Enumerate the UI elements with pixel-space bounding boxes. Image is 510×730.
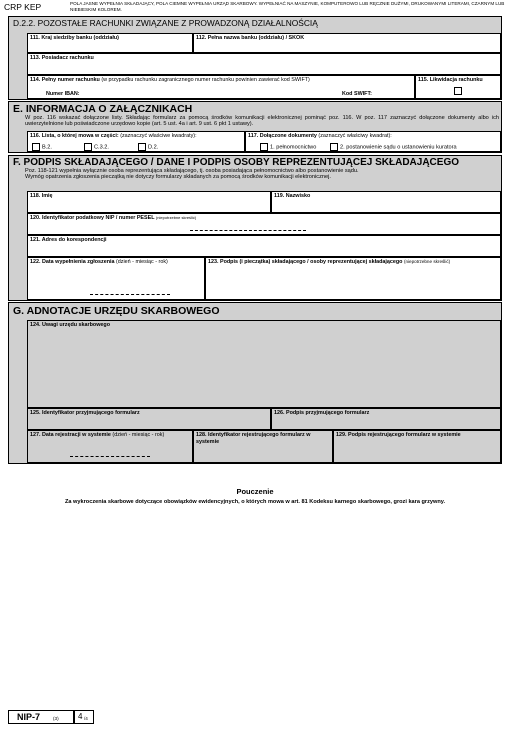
instruction-text: Za wykroczenia skarbowe dotyczące obowiązków ewidencyjnych, o których mowa w art. 81 Kodeksu karnego skarbowego, grozi kara grzywny.	[64, 499, 446, 505]
page-total: /4	[84, 716, 88, 721]
field-114-title: 114. Pełny numer rachunku	[30, 77, 100, 83]
form-code: CRP KEP	[4, 2, 42, 12]
field-114-label	[28, 76, 414, 85]
field-127-label	[28, 431, 192, 440]
section-e-desc: W poz. 116 wskazać dołączone listy. Składając formularz za pomocą środków komunikacji elektronicznej pominąć poz. 116. W poz. 117 zaznaczyć dołączone dokumenty albo ich uwierzytelnione lub poświadczone urzędowo kopie (art. 5 ust. 4a i art. 9 ust. 6 pkt 1 ustawy).	[25, 115, 499, 128]
field-120-label	[28, 214, 500, 223]
option-b2-label: B.2.	[42, 144, 52, 151]
field-124	[27, 320, 501, 408]
form-version: (3)	[53, 716, 59, 721]
field-112[interactable]	[193, 33, 501, 53]
instruction-title: Pouczenie	[236, 487, 274, 496]
field-125-label: 125. Identyfikator przyjmującego formularz	[30, 410, 140, 416]
section-g-title: G. ADNOTACJE URZĘDU SKARBOWEGO	[13, 305, 220, 317]
field-121[interactable]	[27, 235, 501, 257]
field-114-note: (w przypadku rachunku zagranicznego numer rachunku powinien zawierać kod SWIFT)	[101, 77, 310, 83]
option-court-decision[interactable]	[330, 143, 457, 151]
field-113-label: 113. Posiadacz rachunku	[30, 55, 94, 61]
field-123-label	[206, 258, 500, 267]
option-power-of-attorney-label: 1. pełnomocnictwo	[270, 144, 317, 151]
field-112-label: 112. Pełna nazwa banku (oddziału) / SKOK	[196, 35, 305, 41]
checkbox-court-decision[interactable]	[330, 143, 338, 151]
option-b2[interactable]	[32, 143, 52, 151]
field-117	[245, 131, 501, 152]
field-126	[271, 408, 501, 430]
form-id-box	[8, 710, 74, 724]
field-123[interactable]	[205, 257, 501, 300]
swift-label: Kod SWIFT:	[342, 91, 372, 97]
checkbox-d2[interactable]	[138, 143, 146, 151]
option-d2[interactable]	[138, 143, 158, 151]
field-117-note: (zaznaczyć właściwy kwadrat):	[318, 133, 392, 139]
option-d2-label: D.2.	[148, 144, 159, 151]
page-number-box	[74, 710, 94, 724]
field-122-title: 122. Data wypełnienia zgłoszenia	[30, 259, 115, 265]
section-g	[8, 302, 502, 464]
option-court-decision-label: 2. postanowienie sądu o ustanowieniu kuratora	[340, 144, 457, 151]
option-power-of-attorney[interactable]	[260, 143, 316, 151]
section-f-desc-2: Wymóg opatrzenia zgłoszenia pieczątką nie dotyczy formularzy składanych za pomocą środków komunikacji elektronicznej.	[25, 174, 331, 180]
field-129-label: 129. Podpis rejestrującego formularz w systemie	[336, 432, 461, 438]
field-122-label	[28, 258, 204, 267]
form-name: NIP-7	[17, 712, 41, 722]
field-122-date-line	[90, 294, 170, 295]
field-114[interactable]	[27, 75, 415, 99]
section-e-title: E. INFORMACJA O ZAŁĄCZNIKACH	[13, 103, 193, 115]
field-118-label: 118. Imię	[30, 193, 53, 199]
field-120-title: 120. Identyfikator podatkowy NIP / numer PESEL	[30, 215, 155, 221]
iban-label: Numer IBAN:	[46, 91, 80, 97]
section-f	[8, 155, 502, 301]
field-124-label: 124. Uwagi urzędu skarbowego	[30, 322, 110, 328]
field-123-title: 123. Podpis (i pieczątka) składającego / osoby reprezentującej składającego	[208, 259, 403, 265]
field-111[interactable]	[27, 33, 193, 53]
field-122-note: (dzień - miesiąc - rok)	[115, 259, 168, 265]
page-number: 4	[78, 712, 83, 721]
field-116-label	[28, 132, 244, 141]
field-123-note: (niepotrzebne skreślić)	[403, 259, 451, 264]
field-119-label: 119. Nazwisko	[274, 193, 311, 199]
field-115-checkbox[interactable]	[454, 87, 462, 95]
field-120-note: (niepotrzebne skreślić)	[155, 215, 197, 220]
field-127-note: (dzień - miesiąc - rok)	[112, 432, 165, 438]
field-120-entry-line	[190, 230, 306, 231]
field-128	[193, 430, 333, 463]
section-f-desc-1: Poz. 118-121 wypełnia wyłącznie osoba reprezentująca składającego, tj. osoba posiadająca pełnomocnictwo albo postanowienie sądu.	[25, 168, 359, 174]
field-120[interactable]	[27, 213, 501, 235]
option-c32[interactable]	[84, 143, 109, 151]
field-128-label: 128. Identyfikator rejestrującego formularz w systemie	[196, 432, 311, 445]
section-f-title: F. PODPIS SKŁADAJĄCEGO / DANE I PODPIS OSOBY REPREZENTUJĄCEJ SKŁADAJĄCEGO	[13, 157, 460, 168]
checkbox-c32[interactable]	[84, 143, 92, 151]
field-111-label: 111. Kraj siedziby banku (oddziału)	[30, 35, 119, 41]
field-116-title: 116. Lista, o której mowa w części:	[30, 133, 119, 139]
field-126-label: 126. Podpis przyjmującego formularz	[274, 410, 370, 416]
checkbox-b2[interactable]	[32, 143, 40, 151]
field-116-note: (zaznaczyć właściwe kwadraty):	[120, 133, 197, 139]
field-127-date-line	[70, 456, 150, 457]
field-117-label	[246, 132, 500, 141]
field-113[interactable]	[27, 53, 501, 75]
field-115-label: 115. Likwidacja rachunku	[418, 77, 483, 83]
option-c32-label: C.3.2.	[94, 144, 109, 151]
section-d22	[8, 16, 502, 100]
field-115[interactable]	[415, 75, 501, 99]
field-116	[27, 131, 245, 152]
field-118[interactable]	[27, 191, 271, 213]
field-117-title: 117. Dołączone dokumenty	[248, 133, 317, 139]
field-121-label: 121. Adres do korespondencji	[30, 237, 107, 243]
section-d22-title: D.2.2. POZOSTAŁE RACHUNKI ZWIĄZANE Z PROWADZONĄ DZIAŁALNOŚCIĄ	[13, 18, 318, 28]
field-122[interactable]	[27, 257, 205, 300]
field-129	[333, 430, 501, 463]
section-e	[8, 101, 502, 153]
header-note: POLA JASNE WYPEŁNIA SKŁADAJĄCY, POLA CIEMNE WYPEŁNIA URZĄD SKARBOWY. WYPEŁNIAĆ NA MASZYNIE, KOMPUTEROWO LUB RĘCZNIE DUŻYMI, DRUKOWANYMI LITERAMI, CZARNYM LUB NIEBIESKIM KOLOREM.	[70, 1, 505, 12]
field-125	[27, 408, 271, 430]
field-119[interactable]	[271, 191, 501, 213]
field-127-title: 127. Data rejestracji w systemie	[30, 432, 111, 438]
checkbox-power-of-attorney[interactable]	[260, 143, 268, 151]
field-127	[27, 430, 193, 463]
